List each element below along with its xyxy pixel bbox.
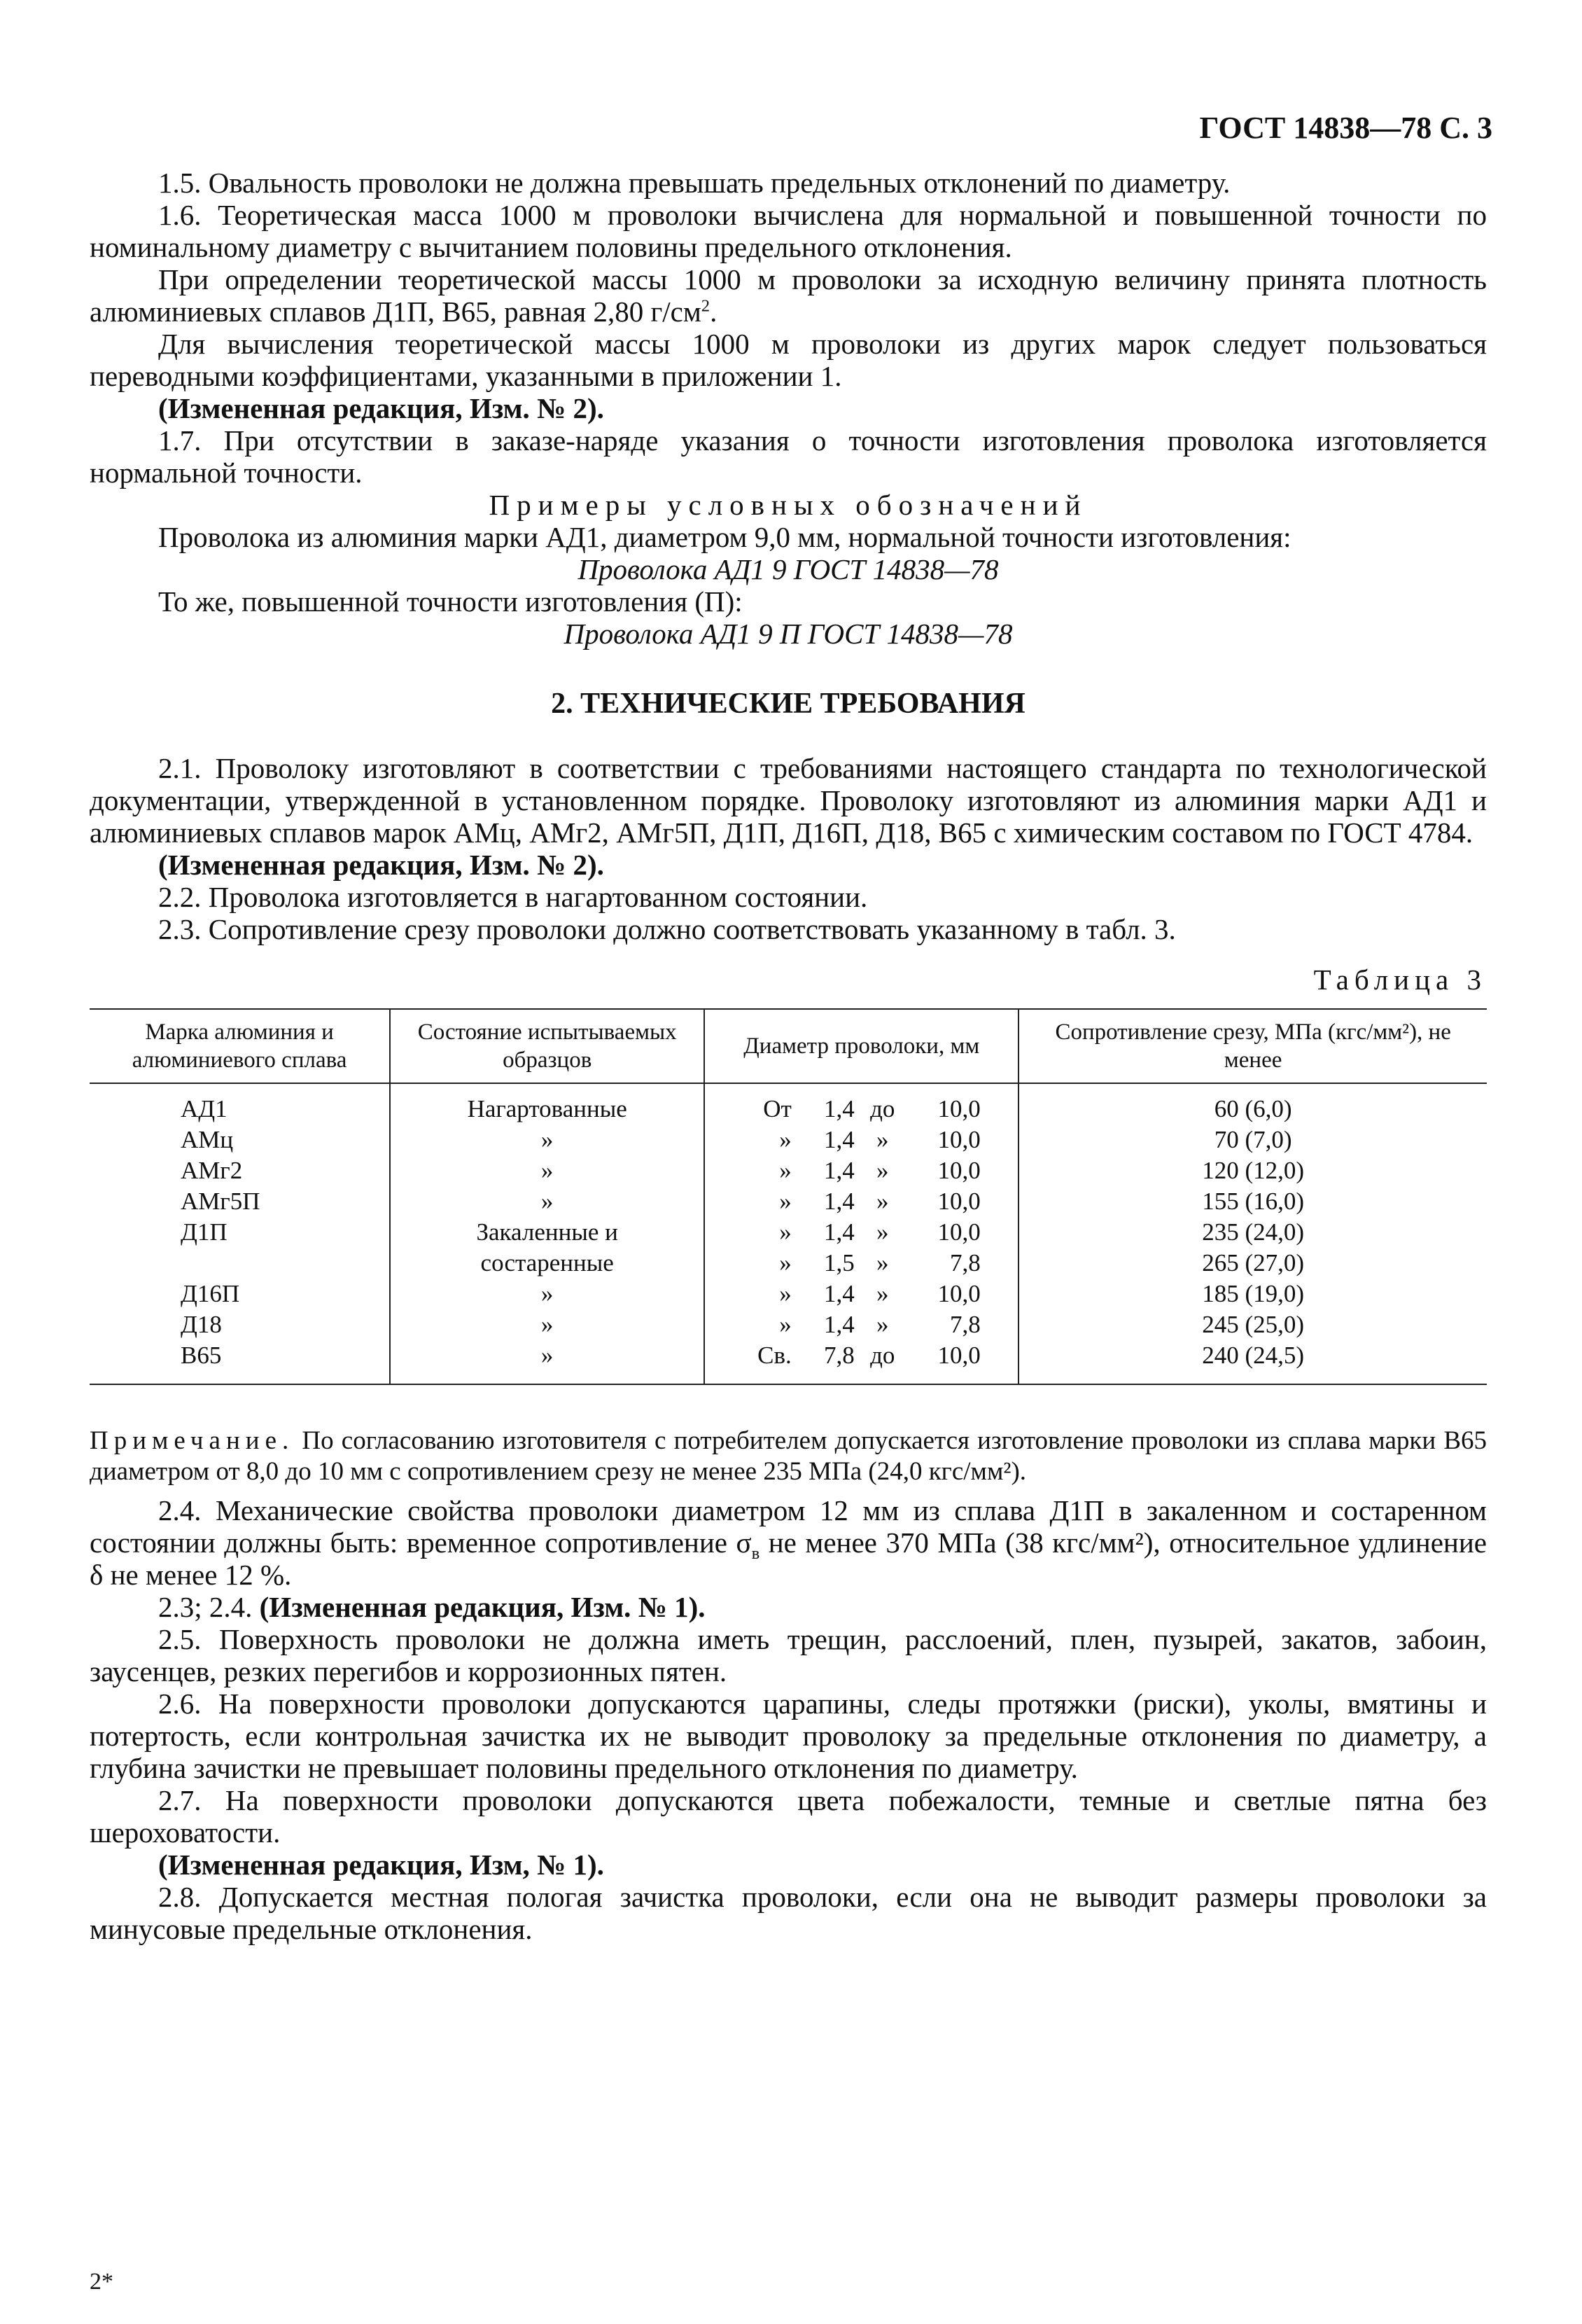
table-note [90,1426,1487,1487]
cell-grade [90,1248,390,1279]
p2-4-text-a: 2.4. Механические свойства проволоки диаметром 12 мм из сплава Д1П в закаленном и состаренном состоянии должны быть: временное сопротивление σ [90,1494,1487,1559]
density-end: . [710,295,718,328]
density-text: При определении теоретической массы 1000 м проволоки за исходную величину принята плотность алюминиевых сплавов Д1П, В65, равная 2,80 г/см [90,263,1487,328]
diameter-upto: 7,8 [950,1249,981,1276]
table-row [90,1340,1487,1384]
amendment-2-3-2-4 [90,1591,1487,1623]
shear-resistance-table [90,1008,1487,1385]
cell-state: » [390,1279,704,1309]
diameter-upto: 10,0 [937,1157,981,1184]
diameter-to-word: » [876,1311,889,1338]
cell-state: » [390,1125,704,1155]
page-header: ГОСТ 14838—78 С. 3 [1199,111,1492,145]
diameter-prefix: » [779,1126,792,1153]
cell-state: » [390,1340,704,1384]
diameter-prefix: » [779,1188,792,1215]
paragraph-2-5: 2.5. Поверхность проволоки не должна иметь трещин, расслоений, плен, пузырей, закатов, забоин, заусенцев, резких перегибов и коррозионных пятен. [90,1623,1487,1688]
diameter-to-word: » [876,1126,889,1153]
paragraph-2-2: 2.2. Проволока изготовляется в нагартованном состоянии. [158,881,868,913]
diameter-from: 1,4 [824,1311,855,1338]
diameter-to-word: » [876,1249,889,1276]
header-state: Состояние испытываемых образцов [390,1009,704,1083]
diameter-upto: 10,0 [937,1342,981,1369]
diameter-from: 1,4 [824,1188,855,1215]
table-body [90,1083,1487,1384]
diameter-from: 1,4 [824,1095,855,1122]
cell-shear-value: 240 (24,5) [1018,1340,1487,1384]
page-content [90,167,1487,1945]
example-1-code: Проволока АД1 9 ГОСТ 14838—78 [578,553,999,585]
table-header-row [90,1009,1487,1083]
p2-4-text-b: не менее 370 МПа (38 кгс/мм²), относительное удлинение δ не менее 12 %. [90,1526,1487,1591]
diameter-range [713,1186,1009,1217]
header-diameter: Диаметр проволоки, мм [704,1009,1018,1083]
table-row [90,1248,1487,1279]
diameter-upto: 10,0 [937,1218,981,1246]
paragraph-2-7: 2.7. На поверхности проволоки допускаются цвета побежалости, темные и светлые пятна без шероховатости. [90,1784,1487,1849]
diameter-to-word: » [876,1280,889,1307]
cell-diameter [704,1125,1018,1155]
diameter-from: 1,5 [824,1249,855,1276]
paragraph-2-6: 2.6. На поверхности проволоки допускаются царапины, следы протяжки (риски), уколы, вмятины и потертость, если контрольная зачистка их не выводит проволоку за предельные отклонения по диаметру, а глубина зачистки не превышает половины предельного отклонения по диаметру. [90,1688,1487,1784]
table-row [90,1217,1487,1248]
amendment-note-2: (Измененная редакция, Изм. № 2). [158,849,604,881]
header-grade: Марка алюминия и алюминиевого сплава [90,1009,390,1083]
cell-state: » [390,1155,704,1186]
cell-grade: АМг5П [181,1188,260,1215]
cell-shear-value: 70 (7,0) [1018,1125,1487,1155]
paragraph-1-6-coefficients: Для вычисления теоретической массы 1000 м проволоки из других марок следует пользоваться переводными коэффициентами, указанными в приложении 1. [90,328,1487,392]
cell-shear-value: 155 (16,0) [1018,1186,1487,1217]
p2-34-prefix: 2.3; 2.4. [158,1591,260,1623]
cell-grade: АМц [181,1126,234,1153]
examples-title: Примеры условных обозначений [489,489,1088,521]
diameter-range [713,1125,1009,1155]
amendment-note-1: (Измененная редакция, Изм. № 2). [158,392,604,424]
cell-diameter [704,1155,1018,1186]
p2-4-subscript: в [751,1544,760,1564]
diameter-to-word: » [876,1188,889,1215]
diameter-range [713,1279,1009,1309]
cell-grade: Д18 [181,1311,222,1338]
section-2-title: 2. ТЕХНИЧЕСКИЕ ТРЕБОВАНИЯ [551,688,1026,720]
diameter-upto: 7,8 [950,1311,981,1338]
cell-grade: АМг2 [181,1157,243,1184]
cell-grade: Д1П [181,1218,227,1246]
diameter-from: 1,4 [824,1157,855,1184]
cell-grade: В65 [90,1340,390,1384]
cell-shear-value: 185 (19,0) [1018,1279,1487,1309]
page-footer-mark: 2* [90,2269,113,2295]
diameter-prefix: » [779,1280,792,1307]
cell-grade: АД1 [181,1095,227,1122]
cell-diameter [704,1186,1018,1217]
cell-shear-value: 60 (6,0) [1018,1083,1487,1125]
table-row [90,1125,1487,1155]
diameter-prefix: » [779,1311,792,1338]
diameter-prefix: Св. [757,1342,792,1369]
diameter-range [713,1094,1009,1125]
cell-state: » [390,1309,704,1340]
diameter-to-word: » [876,1157,889,1184]
diameter-upto: 10,0 [937,1188,981,1215]
paragraph-1-7: 1.7. При отсутствии в заказе-наряде указания о точности изготовления проволока изготовляется нормальной точности. [90,424,1487,489]
note-text: По согласованию изготовителя с потребителем допускается изготовление проволоки из сплава марки В65 диаметром от 8,0 до 10 мм с сопротивлением срезу не менее 235 МПа (24,0 кгс/мм²). [90,1426,1487,1486]
diameter-upto: 10,0 [937,1095,981,1122]
note-label: Примечание. [90,1426,295,1455]
paragraph-2-1: 2.1. Проволоку изготовляют в соответствии с требованиями настоящего стандарта по технологической документации, утвержденной в установленном порядке. Проволоку изготовляют из алюминия марки АД1 и алюминиевых сплавов марок АМц, АМг2, АМг5П, Д1П, Д16П, Д18, В65 с химическим составом по ГОСТ 4784. [90,752,1487,849]
diameter-range [713,1340,1009,1371]
amendment-note-3: (Измененная редакция, Изм, № 1). [158,1849,604,1881]
diameter-range [713,1217,1009,1248]
table-row [90,1155,1487,1186]
cell-state: состаренные [390,1248,704,1279]
paragraph-1-5: 1.5. Овальность проволоки не должна превышать предельных отклонений по диаметру. [158,167,1231,199]
cell-diameter [704,1083,1018,1125]
diameter-to-word: до [870,1095,895,1122]
cell-diameter [704,1309,1018,1340]
cell-shear-value: 265 (27,0) [1018,1248,1487,1279]
paragraph-2-8: 2.8. Допускается местная пологая зачистка проволоки, если она не выводит размеры проволоки за минусовые предельные отклонения. [90,1881,1487,1945]
table-row [90,1279,1487,1309]
diameter-upto: 10,0 [937,1280,981,1307]
cell-diameter [704,1279,1018,1309]
diameter-range [713,1155,1009,1186]
cell-diameter [704,1340,1018,1384]
table-row [90,1309,1487,1340]
table-label: Таблица 3 [1313,963,1487,996]
diameter-to-word: » [876,1218,889,1246]
diameter-range [713,1309,1009,1340]
table-row [90,1083,1487,1125]
cell-shear-value: 120 (12,0) [1018,1155,1487,1186]
diameter-prefix: » [779,1218,792,1246]
diameter-range [713,1248,1009,1279]
cell-grade: Д16П [181,1280,240,1307]
diameter-from: 7,8 [824,1342,855,1369]
cell-state: » [390,1186,704,1217]
cell-state: Нагартованные [390,1083,704,1125]
paragraph-1-6-density [90,263,1487,328]
diameter-prefix: От [763,1095,792,1122]
diameter-prefix: » [779,1157,792,1184]
density-superscript: 2 [701,296,710,316]
cell-diameter [704,1217,1018,1248]
p2-34-bold: (Измененная редакция, Изм. № 1). [259,1591,706,1623]
cell-shear-value: 245 (25,0) [1018,1309,1487,1340]
paragraph-2-4 [90,1494,1487,1591]
diameter-from: 1,4 [824,1280,855,1307]
diameter-prefix: » [779,1249,792,1276]
paragraph-1-6: 1.6. Теоретическая масса 1000 м проволоки вычислена для нормальной и повышенной точности по номинальному диаметру с вычитанием половины предельного отклонения. [90,199,1487,263]
paragraph-2-3: 2.3. Сопротивление срезу проволоки должно соответствовать указанному в табл. 3. [158,913,1176,945]
cell-diameter [704,1248,1018,1279]
header-shear: Сопротивление срезу, МПа (кгс/мм²), не менее [1018,1009,1487,1083]
example-2-text: То же, повышенной точности изготовления (П): [158,585,743,618]
example-1-text: Проволока из алюминия марки АД1, диаметром 9,0 мм, нормальной точности изготовления: [158,521,1292,553]
diameter-to-word: до [870,1342,895,1369]
diameter-upto: 10,0 [937,1126,981,1153]
table-row [90,1186,1487,1217]
diameter-from: 1,4 [824,1126,855,1153]
cell-state: Закаленные и [390,1217,704,1248]
cell-shear-value: 235 (24,0) [1018,1217,1487,1248]
example-2-code: Проволока АД1 9 П ГОСТ 14838—78 [564,618,1013,650]
diameter-from: 1,4 [824,1218,855,1246]
